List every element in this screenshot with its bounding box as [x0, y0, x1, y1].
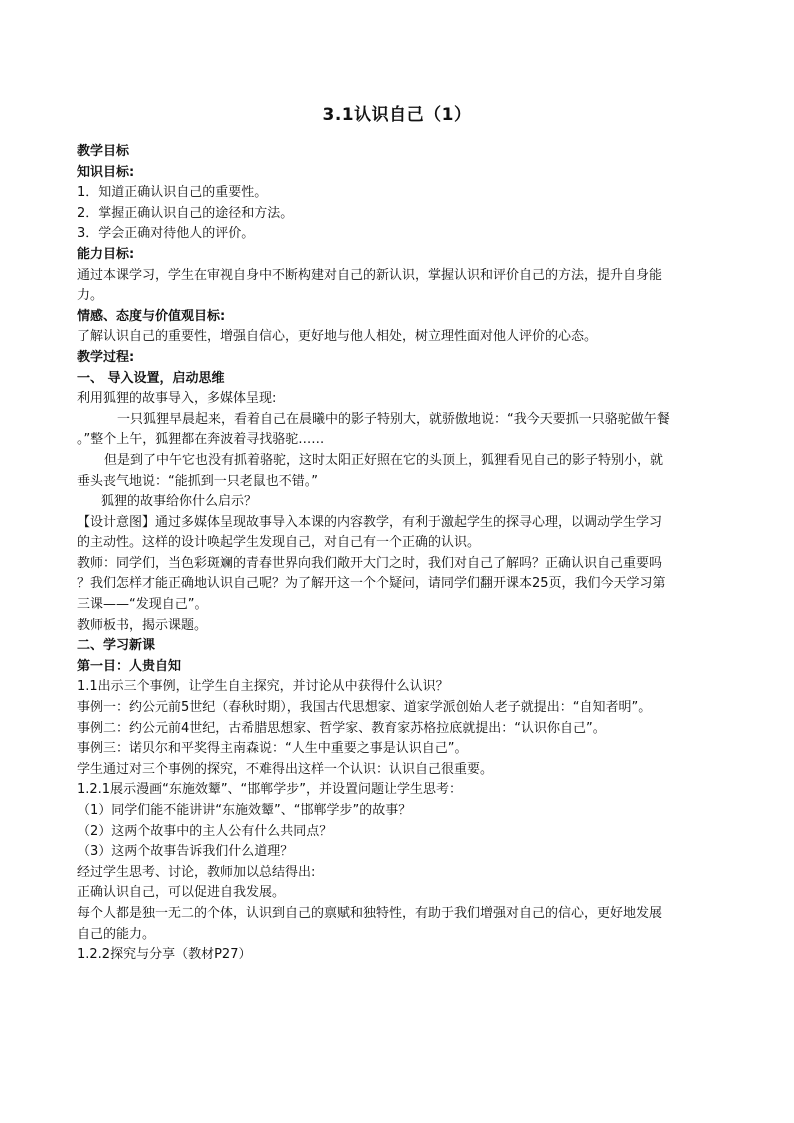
paragraph-line: 。”整个上午，狐狸都在奔波着寻找骆驼…… — [77, 432, 325, 448]
section-heading: 情感、态度与价值观目标: — [77, 308, 226, 324]
paragraph-line: 力。 — [77, 288, 104, 304]
paragraph-line: 每个人都是独一无二的个体，认识到自己的禀赋和独特性，有助于我们增强对自己的信心，更好地发展 — [77, 905, 663, 921]
paragraph-line: 事例一：约公元前5世纪（春秋时期），我国古代思想家、道家学派创始人老子就提出：“自知者明”。 — [77, 700, 652, 716]
section-heading: 教学过程: — [77, 349, 135, 365]
paragraph-line: 了解认识自己的重要性，增强自信心，更好地与他人相处，树立理性面对他人评价的心态。 — [77, 329, 598, 345]
paragraph-line: 1.2.1展示漫画“东施效颦”、“邯郸学步”，并设置问题让学生思考： — [77, 782, 463, 798]
paragraph-line: 教师：同学们，当色彩斑斓的青春世界向我们敞开大门之时，我们对自己了解吗？正确认识自己重要吗 — [77, 555, 663, 571]
paragraph-line: （2）这两个故事中的主人公有什么共同点？ — [77, 823, 333, 839]
paragraph-line: 【设计意图】通过多媒体呈现故事导入本课的内容教学，有利于激起学生的探寻心理，以调动学生学习 — [77, 514, 663, 530]
section-heading: 知识目标: — [77, 164, 135, 180]
paragraph-line: 的主动性。这样的设计唤起学生发现自己，对自己有一个正确的认识。 — [77, 535, 481, 551]
paragraph-line: 3．学会正确对待他人的评价。 — [77, 226, 255, 242]
paragraph-line: 利用狐狸的故事导入，多媒体呈现: — [77, 391, 277, 407]
paragraph-line: 事例三：诺贝尔和平奖得主南森说：“人生中重要之事是认识自己”。 — [77, 741, 468, 757]
paragraph-line: 2．掌握正确认识自己的途径和方法。 — [77, 205, 294, 221]
section-heading: 能力目标: — [77, 246, 135, 262]
paragraph-line: 1．知道正确认识自己的重要性。 — [77, 185, 268, 201]
paragraph-line: 经过学生思考、讨论，教师加以总结得出: — [77, 864, 316, 880]
section-heading: 第一目：人贵自知 — [77, 658, 182, 674]
paragraph-line: （1）同学们能不能讲讲“东施效颦”、“邯郸学步”的故事？ — [77, 803, 412, 818]
paragraph-line: 1.1出示三个事例，让学生自主探究，并讨论从中获得什么认识？ — [77, 679, 449, 695]
paragraph-line: ？我们怎样才能正确地认识自己呢？为了解开这一个个疑问，请同学们翻开课本25页，我们今天学习第 — [77, 576, 666, 592]
paragraph-line: 事例二：约公元前4世纪，古希腊思想家、哲学家、教育家苏格拉底就提出：“认识你自己”。 — [77, 720, 606, 736]
paragraph-line: 教师板书，揭示课题。 — [77, 617, 208, 633]
section-heading: 二、学习新课 — [77, 638, 156, 654]
section-heading: 一、 导入设置，启动思维 — [77, 370, 225, 386]
document-body — [77, 142, 717, 966]
paragraph-line: 狐狸的故事给你什么启示？ — [101, 494, 258, 510]
paragraph-line: （3）这两个故事告诉我们什么道理？ — [77, 844, 294, 860]
paragraph-line: 通过本课学习，学生在审视自身中不断构建对自己的新认识，掌握认识和评价自己的方法，提升自身能 — [77, 267, 663, 283]
paragraph-line: 1.2.2探究与分享（教材P27） — [77, 947, 252, 963]
paragraph-line: 但是到了中午它也没有抓着骆驼，这时太阳正好照在它的头顶上，狐狸看见自己的影子特别小，就 — [104, 452, 664, 468]
paragraph-line: 垂头丧气地说：“能抓到一只老鼠也不错。” — [77, 473, 318, 489]
page-title: 3.1认识自己（1） — [322, 105, 472, 125]
paragraph-line: 一只狐狸早晨起来，看着自己在晨曦中的影子特别大，就骄傲地说：“我今天要抓一只骆驼做午餐 — [117, 411, 670, 427]
paragraph-line: 正确认识自己，可以促进自我发展。 — [77, 885, 286, 901]
section-heading: 教学目标 — [77, 144, 130, 159]
paragraph-line: 三课——“发现自己”。 — [77, 597, 208, 613]
paragraph-line: 学生通过对三个事例的探究，不难得出这样一个认识：认识自己很重要。 — [77, 761, 494, 777]
paragraph-line: 自己的能力。 — [77, 926, 156, 942]
